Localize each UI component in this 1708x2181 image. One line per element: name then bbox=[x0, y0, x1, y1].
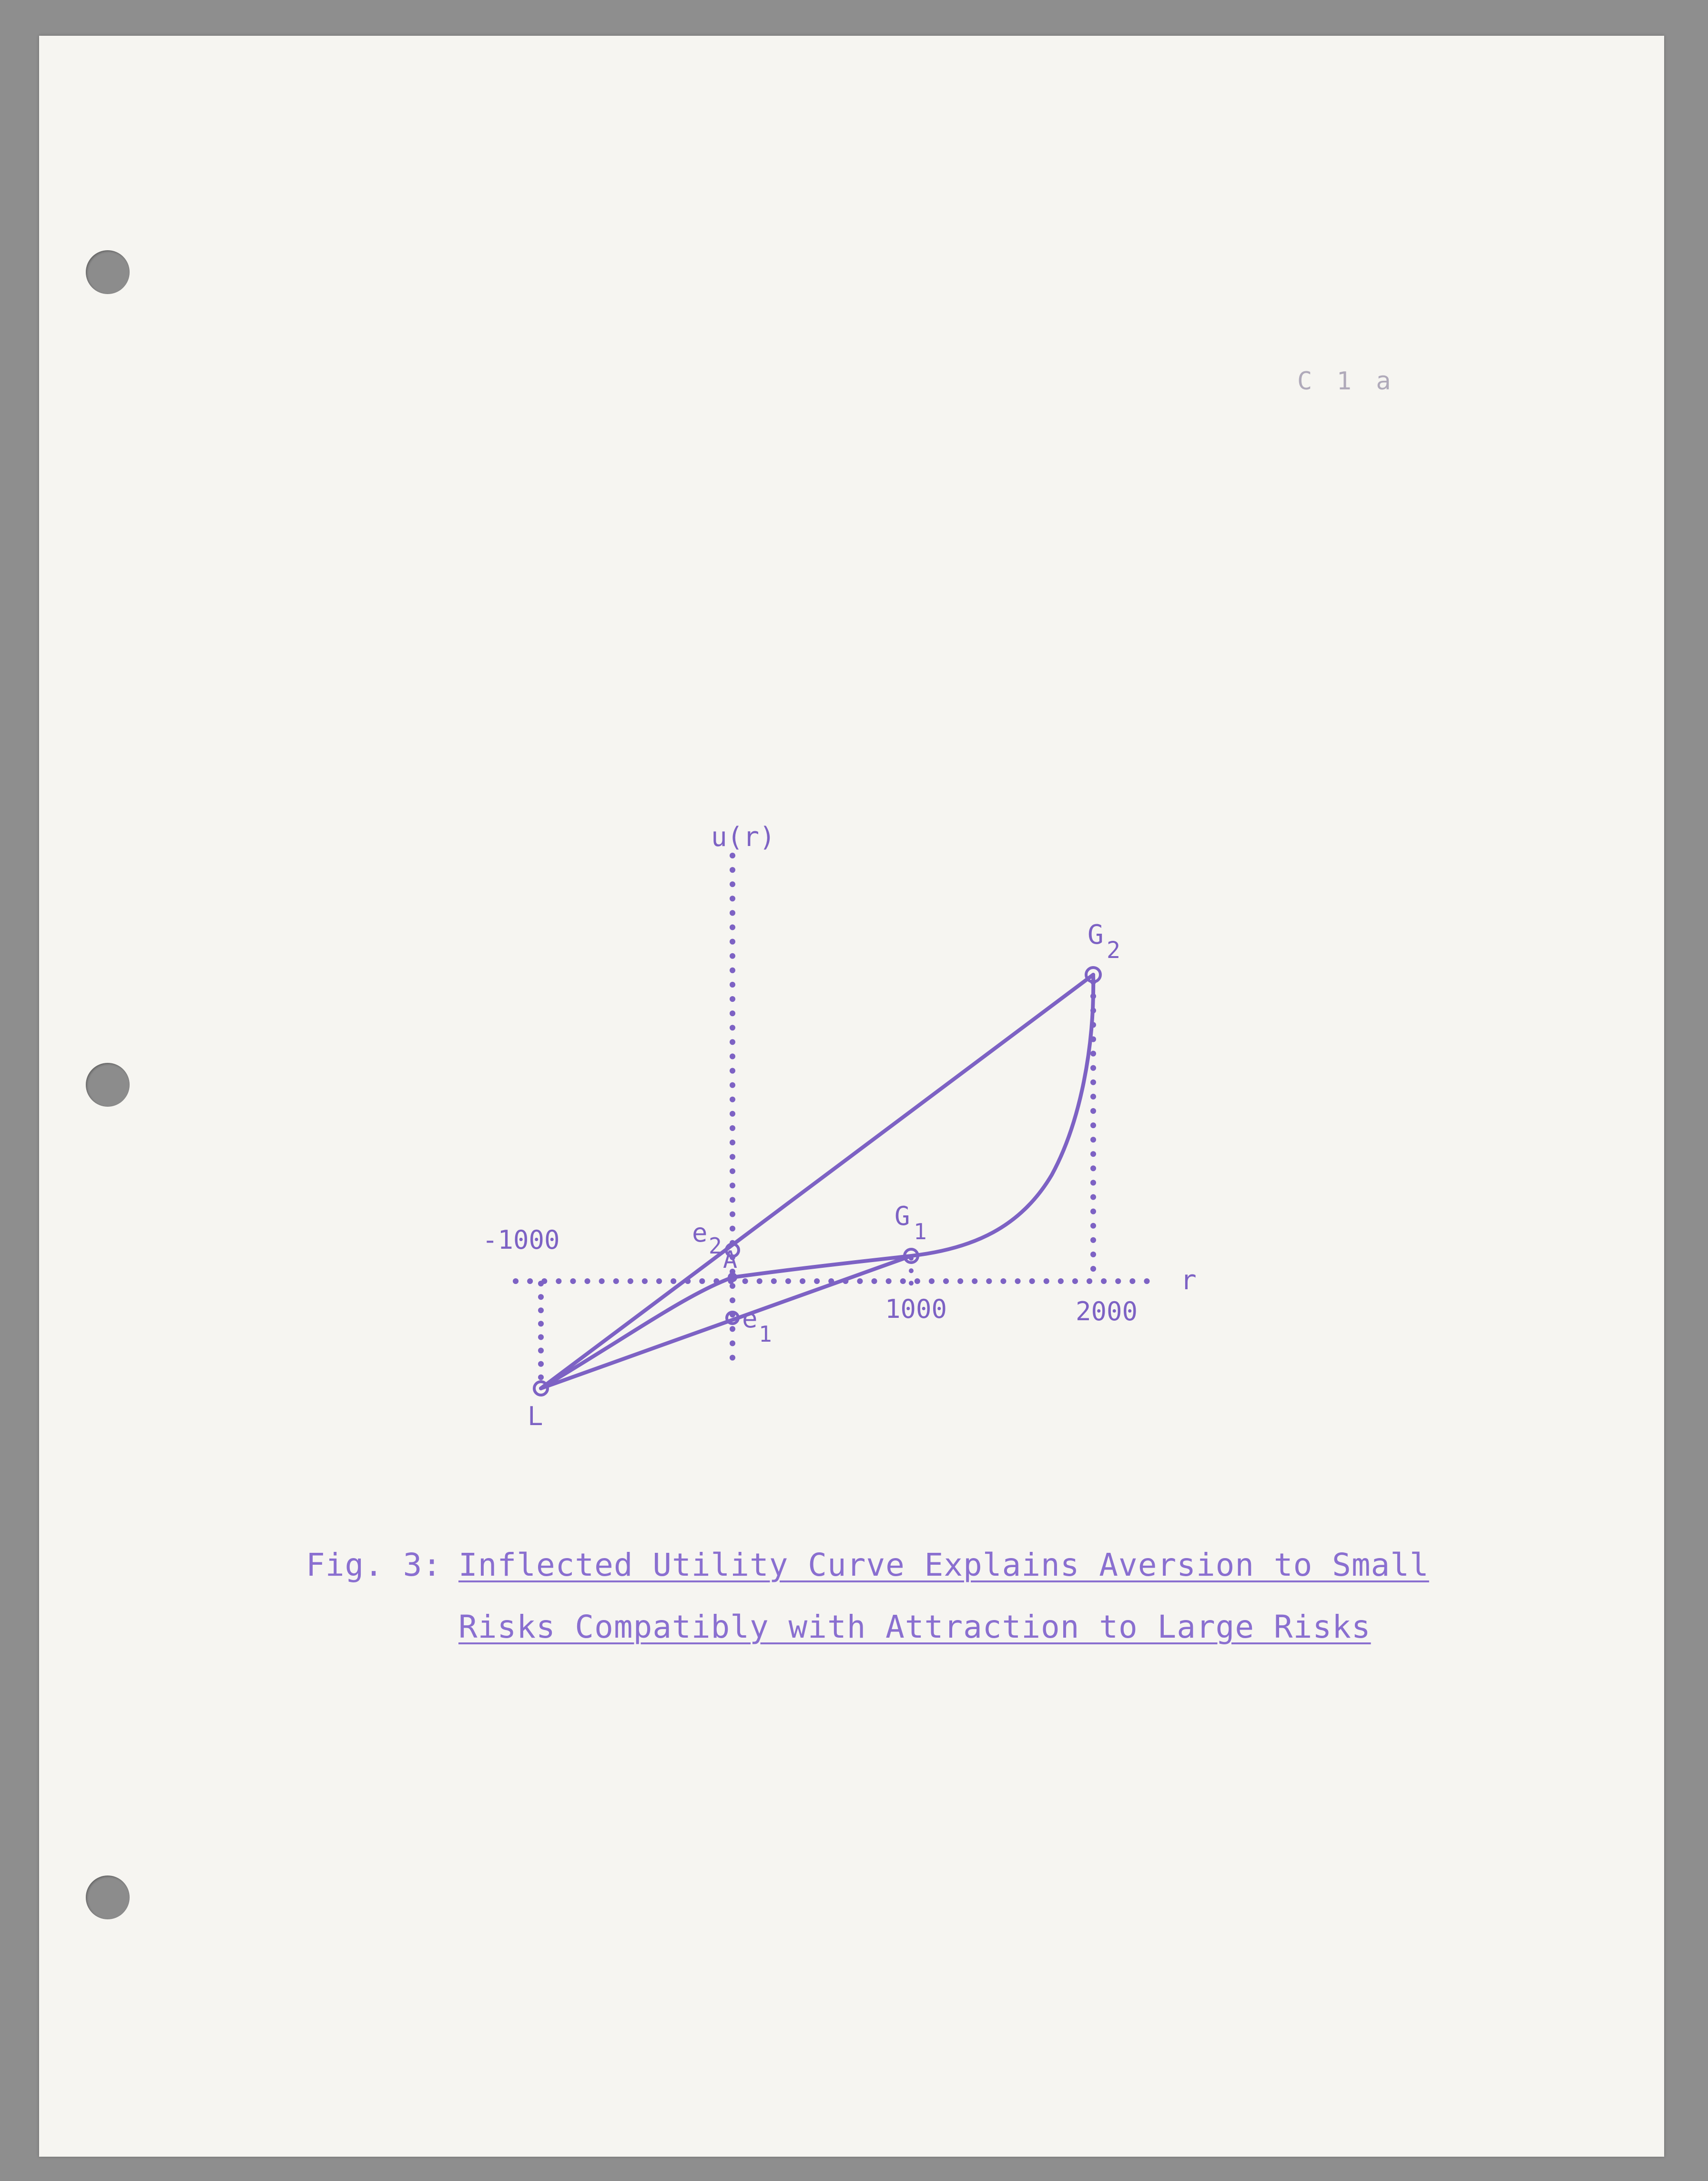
point-g1-label: G bbox=[895, 1201, 910, 1231]
point-a-marker bbox=[728, 1273, 737, 1282]
x-axis-label: r bbox=[1180, 1265, 1197, 1296]
caption-line-1-text: Inflected Utility Curve Explains Aversion to Small bbox=[458, 1547, 1429, 1583]
figure-number-text: Fig. 3: bbox=[306, 1547, 442, 1583]
corner-mark: C 1 a bbox=[1297, 367, 1396, 396]
point-l-label: L bbox=[528, 1401, 543, 1431]
chord-l-g1 bbox=[541, 1256, 911, 1388]
caption-line-2-text: Risks Compatibly with Attraction to Large Risks bbox=[458, 1609, 1371, 1645]
point-e1-subscript: 1 bbox=[759, 1321, 772, 1347]
figure-caption-line-2 bbox=[458, 1609, 1371, 1645]
point-g2-subscript: 2 bbox=[1107, 937, 1120, 964]
tick-label-1000: 1000 bbox=[885, 1294, 947, 1324]
point-e2-label: e bbox=[692, 1218, 708, 1248]
utility-curve-figure bbox=[39, 36, 1664, 2157]
point-e1-label: e bbox=[742, 1304, 758, 1334]
chord-l-g2 bbox=[541, 975, 1093, 1388]
point-g2-label: G bbox=[1088, 919, 1104, 950]
point-e2-subscript: 2 bbox=[709, 1233, 722, 1259]
tick-label-2000: 2000 bbox=[1076, 1296, 1138, 1326]
point-a-label: A bbox=[723, 1246, 738, 1274]
figure-number bbox=[306, 1547, 442, 1583]
y-axis-label: u(r) bbox=[711, 822, 775, 853]
paper-sheet bbox=[39, 36, 1664, 2157]
point-g1-subscript: 1 bbox=[914, 1219, 927, 1244]
tick-label-minus-1000: -1000 bbox=[482, 1225, 560, 1255]
figure-caption-line-1 bbox=[458, 1547, 1429, 1583]
